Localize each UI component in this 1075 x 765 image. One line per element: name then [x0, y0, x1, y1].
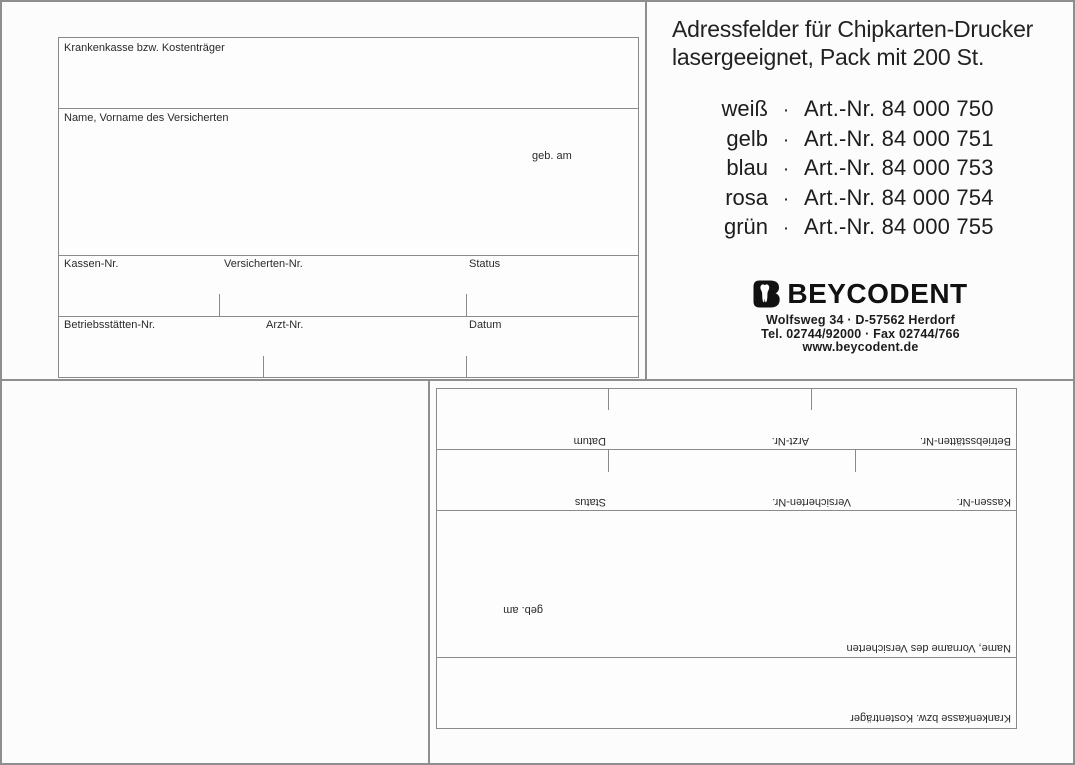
blank-area — [2, 381, 428, 763]
form-tick-mark — [811, 388, 812, 410]
dot-separator: · — [782, 100, 790, 121]
field-label-betriebsstaetten-nr: Betriebsstätten-Nr. — [919, 435, 1011, 447]
article-row — [646, 125, 1075, 155]
form-tick-mark — [608, 388, 609, 410]
field-label-geb-am: geb. am — [532, 150, 572, 162]
field-label-krankenkasse: Krankenkasse bzw. Kostenträger — [850, 712, 1011, 724]
article-row — [646, 95, 1075, 125]
field-label-status: Status — [574, 496, 606, 508]
dot-separator: · — [782, 188, 790, 210]
article-color: grün — [723, 214, 768, 239]
field-label-datum: Datum — [573, 435, 606, 447]
product-title-line1: Adressfelder für Chipkarten-Drucker — [672, 16, 1034, 42]
form-tick-mark — [466, 356, 467, 378]
form-divider — [59, 316, 638, 317]
brand-website: www.beycodent.de — [802, 340, 919, 354]
article-color: blau — [726, 155, 768, 180]
article-number: Art.-Nr. 84 000 751 — [804, 125, 994, 151]
field-label-status: Status — [469, 258, 501, 270]
form-tick-mark — [466, 294, 467, 316]
brand-phone-fax: Tel. 02744/92000 · Fax 02744/766 — [761, 326, 960, 341]
form-tick-mark — [608, 450, 609, 472]
field-label-name: Name, Vorname des Versicherten — [64, 112, 229, 124]
field-label-datum: Datum — [469, 319, 502, 331]
product-title-line2: lasergeeignet, Pack mit 200 St. — [672, 44, 985, 70]
form-tick-mark — [263, 356, 264, 378]
field-label-versicherten-nr: Versicherten-Nr. — [224, 258, 303, 270]
field-label-krankenkasse: Krankenkasse bzw. Kostenträger — [64, 42, 225, 54]
form-divider — [437, 657, 1016, 658]
article-number: Art.-Nr. 84 000 750 — [804, 96, 994, 121]
form-tick-mark — [219, 294, 220, 316]
dot-separator: · — [782, 129, 790, 151]
field-label-arzt-nr: Arzt-Nr. — [771, 435, 809, 447]
article-color: weiß — [721, 96, 768, 121]
article-number: Art.-Nr. 84 000 754 — [804, 184, 994, 210]
vertical-divider-bottom — [428, 381, 430, 763]
article-row — [646, 184, 1075, 214]
brand-logo — [646, 278, 1075, 310]
article-color: gelb — [726, 125, 768, 151]
brand-block — [646, 278, 1075, 355]
article-row — [646, 154, 1075, 184]
article-number: Art.-Nr. 84 000 755 — [804, 214, 994, 239]
article-number: Art.-Nr. 84 000 753 — [804, 155, 994, 180]
insurance-form-upright — [58, 37, 639, 378]
form-tick-mark — [855, 450, 856, 472]
field-label-kassen-nr: Kassen-Nr. — [64, 258, 119, 270]
form-divider — [437, 449, 1016, 450]
field-label-kassen-nr: Kassen-Nr. — [956, 496, 1011, 508]
tooth-b-icon — [753, 280, 780, 308]
field-label-versicherten-nr: Versicherten-Nr. — [772, 496, 851, 508]
field-label-geb-am: geb. am — [503, 604, 543, 616]
field-label-name: Name, Vorname des Versicherten — [846, 642, 1011, 654]
form-divider — [437, 510, 1016, 511]
dot-separator: · — [782, 159, 790, 180]
dot-separator: · — [782, 218, 790, 239]
field-label-betriebsstaetten-nr: Betriebsstätten-Nr. — [64, 319, 156, 331]
form-divider — [59, 255, 638, 256]
product-title — [672, 15, 1075, 71]
article-row — [646, 213, 1075, 243]
insurance-form-rotated — [436, 388, 1017, 729]
article-color: rosa — [725, 184, 768, 210]
product-info-panel — [646, 2, 1075, 379]
form-divider — [59, 108, 638, 109]
brand-logo-text: BEYCODENT — [787, 278, 968, 309]
article-number-list — [646, 95, 1075, 243]
brand-address: Wolfsweg 34 · D-57562 Herdorf — [766, 313, 955, 327]
field-label-arzt-nr: Arzt-Nr. — [266, 319, 304, 331]
